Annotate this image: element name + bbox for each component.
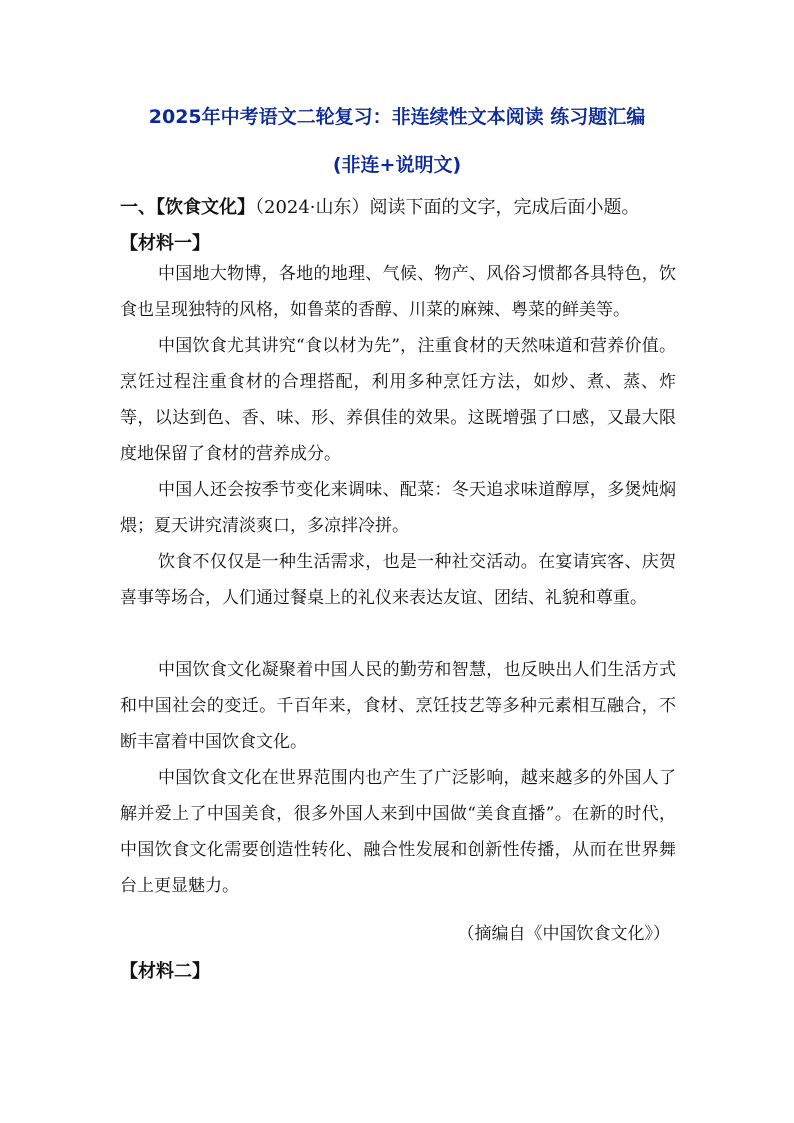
question-header <box>120 193 640 219</box>
material-one-paragraph: 中国饮食文化凝聚着中国人民的勤劳和智慧，也反映出人们生活方式和中国社会的变迁。千百年来，食材、烹饪技艺等多种元素相互融合，不断丰富着中国饮食文化。 <box>120 660 676 752</box>
material-one-paragraph: 中国地大物博，各地的地理、气候、物产、风俗习惯都各具特色，饮食也呈现独特的风格，如鲁菜的香醇、川菜的麻辣、粤菜的鲜美等。 <box>120 264 676 320</box>
document-subtitle: (非连+说明文) <box>332 154 462 176</box>
question-instruction: 阅读下面的文字，完成后面小题。 <box>369 197 640 218</box>
question-tag: 【饮食文化】 <box>156 197 255 218</box>
material-one-label: 【材料一】 <box>120 233 210 254</box>
material-two-label: 【材料二】 <box>120 961 210 982</box>
material-one-paragraph: 中国饮食尤其讲究“食以材为先”，注重食材的天然味道和营养价值。烹饪过程注重食材的合理搭配，利用多种烹饪方法，如炒、煮、蒸、炸等，以达到色、香、味、形、养俱佳的效果。这既增强了口感，又最大限度地保留了食材的营养成分。 <box>120 336 676 464</box>
material-one-paragraph: 中国饮食文化在世界范围内也产生了广泛影响，越来越多的外国人了解并爱上了中国美食，很多外国人来到中国做“美食直播”。在新的时代，中国饮食文化需要创造性转化、融合性发展和创新性传播，从而在世界舞台上更显魅力。 <box>120 768 676 896</box>
question-source: （2024·山东） <box>255 197 370 218</box>
material-one-source-note: （摘编自《中国饮食文化》） <box>457 924 670 944</box>
material-one-paragraph: 中国人还会按季节变化来调味、配菜：冬天追求味道醇厚，多煲炖焖煨；夏天讲究清淡爽口，多凉拌冷拼。 <box>120 480 676 536</box>
document-title: 2025年中考语文二轮复习：非连续性文本阅读 练习题汇编 <box>148 106 646 128</box>
material-one-paragraph: 饮食不仅仅是一种生活需求，也是一种社交活动。在宴请宾客、庆贺喜事等场合，人们通过餐桌上的礼仪来表达友谊、团结、礼貌和尊重。 <box>120 552 676 608</box>
question-number: 一、 <box>120 197 156 218</box>
